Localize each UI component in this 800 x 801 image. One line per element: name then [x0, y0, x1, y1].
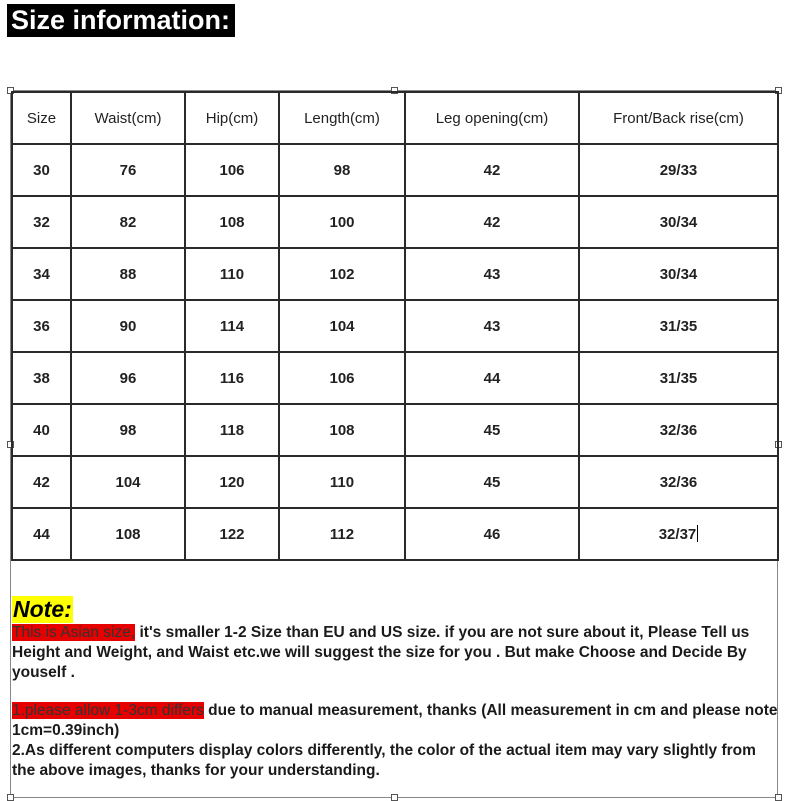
note-paragraph-asian-size [12, 623, 778, 683]
table-cell: 110 [279, 456, 405, 508]
table-cell: 98 [71, 404, 185, 456]
table-cell: 118 [185, 404, 279, 456]
table-cell: 106 [279, 352, 405, 404]
note-paragraph-colors: 2.As different computers display colors differently, the color of the actual item may vary slightly from the above images, thanks for your understanding. [12, 742, 756, 779]
table-cell: 30 [12, 144, 71, 196]
text-cursor [697, 525, 698, 542]
table-header-cell: Hip(cm) [185, 92, 279, 144]
table-row [12, 508, 778, 560]
table-cell: 38 [12, 352, 71, 404]
table-cell: 106 [185, 144, 279, 196]
note-text: it's smaller 1-2 Size than EU and US size. if you are not sure about it, Please Tell us Height and Weight, and Waist etc.we will suggest the size for you . But make Choose and Decide By youself . [12, 624, 750, 681]
table-header-cell: Size [12, 92, 71, 144]
table-cell: 44 [405, 352, 579, 404]
table-cell: 29/33 [579, 144, 778, 196]
note-title: Note: [13, 596, 72, 622]
table-cell: 43 [405, 248, 579, 300]
table-cell: 31/35 [579, 300, 778, 352]
table-cell: 32/36 [579, 456, 778, 508]
table-cell: 45 [405, 456, 579, 508]
size-table [11, 91, 779, 561]
note-text: due to manual measurement, thanks (All measurement in cm and please note 1cm=0.39inch) [12, 702, 778, 739]
table-cell: 102 [279, 248, 405, 300]
table-row [12, 352, 778, 404]
table-cell: 122 [185, 508, 279, 560]
table-cell: 108 [279, 404, 405, 456]
table-row [12, 248, 778, 300]
note-section [12, 596, 778, 781]
table-cell: 32/36 [579, 404, 778, 456]
table-cell: 112 [279, 508, 405, 560]
table-cell: 76 [71, 144, 185, 196]
table-cell: 30/34 [579, 196, 778, 248]
table-cell: 36 [12, 300, 71, 352]
table-cell: 34 [12, 248, 71, 300]
table-cell: 43 [405, 300, 579, 352]
table-header-cell: Length(cm) [279, 92, 405, 144]
table-cell: 42 [405, 144, 579, 196]
table-cell: 32 [12, 196, 71, 248]
table-cell: 114 [185, 300, 279, 352]
table-cell: 108 [185, 196, 279, 248]
table-cell: 96 [71, 352, 185, 404]
table-cell[interactable] [579, 508, 778, 560]
table-cell-text: 32/37 [658, 526, 697, 543]
table-cell: 120 [185, 456, 279, 508]
page-title: Size information: [7, 4, 235, 37]
table-row [12, 144, 778, 196]
table-header-cell: Leg opening(cm) [405, 92, 579, 144]
table-cell: 104 [71, 456, 185, 508]
table-cell: 42 [405, 196, 579, 248]
table-row [12, 300, 778, 352]
table-cell: 98 [279, 144, 405, 196]
table-cell: 100 [279, 196, 405, 248]
table-cell: 104 [279, 300, 405, 352]
measurement-highlight: 1.please allow 1-3cm differs [12, 702, 204, 719]
table-cell: 40 [12, 404, 71, 456]
table-row [12, 196, 778, 248]
note-paragraph-measurement [12, 701, 778, 741]
table-cell: 31/35 [579, 352, 778, 404]
table-row [12, 404, 778, 456]
table-header-cell: Front/Back rise(cm) [579, 92, 778, 144]
table-cell: 116 [185, 352, 279, 404]
table-cell: 30/34 [579, 248, 778, 300]
table-cell: 82 [71, 196, 185, 248]
table-header-row [12, 92, 778, 144]
table-cell: 90 [71, 300, 185, 352]
table-cell: 88 [71, 248, 185, 300]
table-cell: 45 [405, 404, 579, 456]
table-row [12, 456, 778, 508]
asian-size-highlight: This is Asian size, [12, 624, 136, 641]
table-cell: 110 [185, 248, 279, 300]
table-header-cell: Waist(cm) [71, 92, 185, 144]
table-cell: 108 [71, 508, 185, 560]
table-cell: 46 [405, 508, 579, 560]
table-cell: 44 [12, 508, 71, 560]
table-cell: 42 [12, 456, 71, 508]
